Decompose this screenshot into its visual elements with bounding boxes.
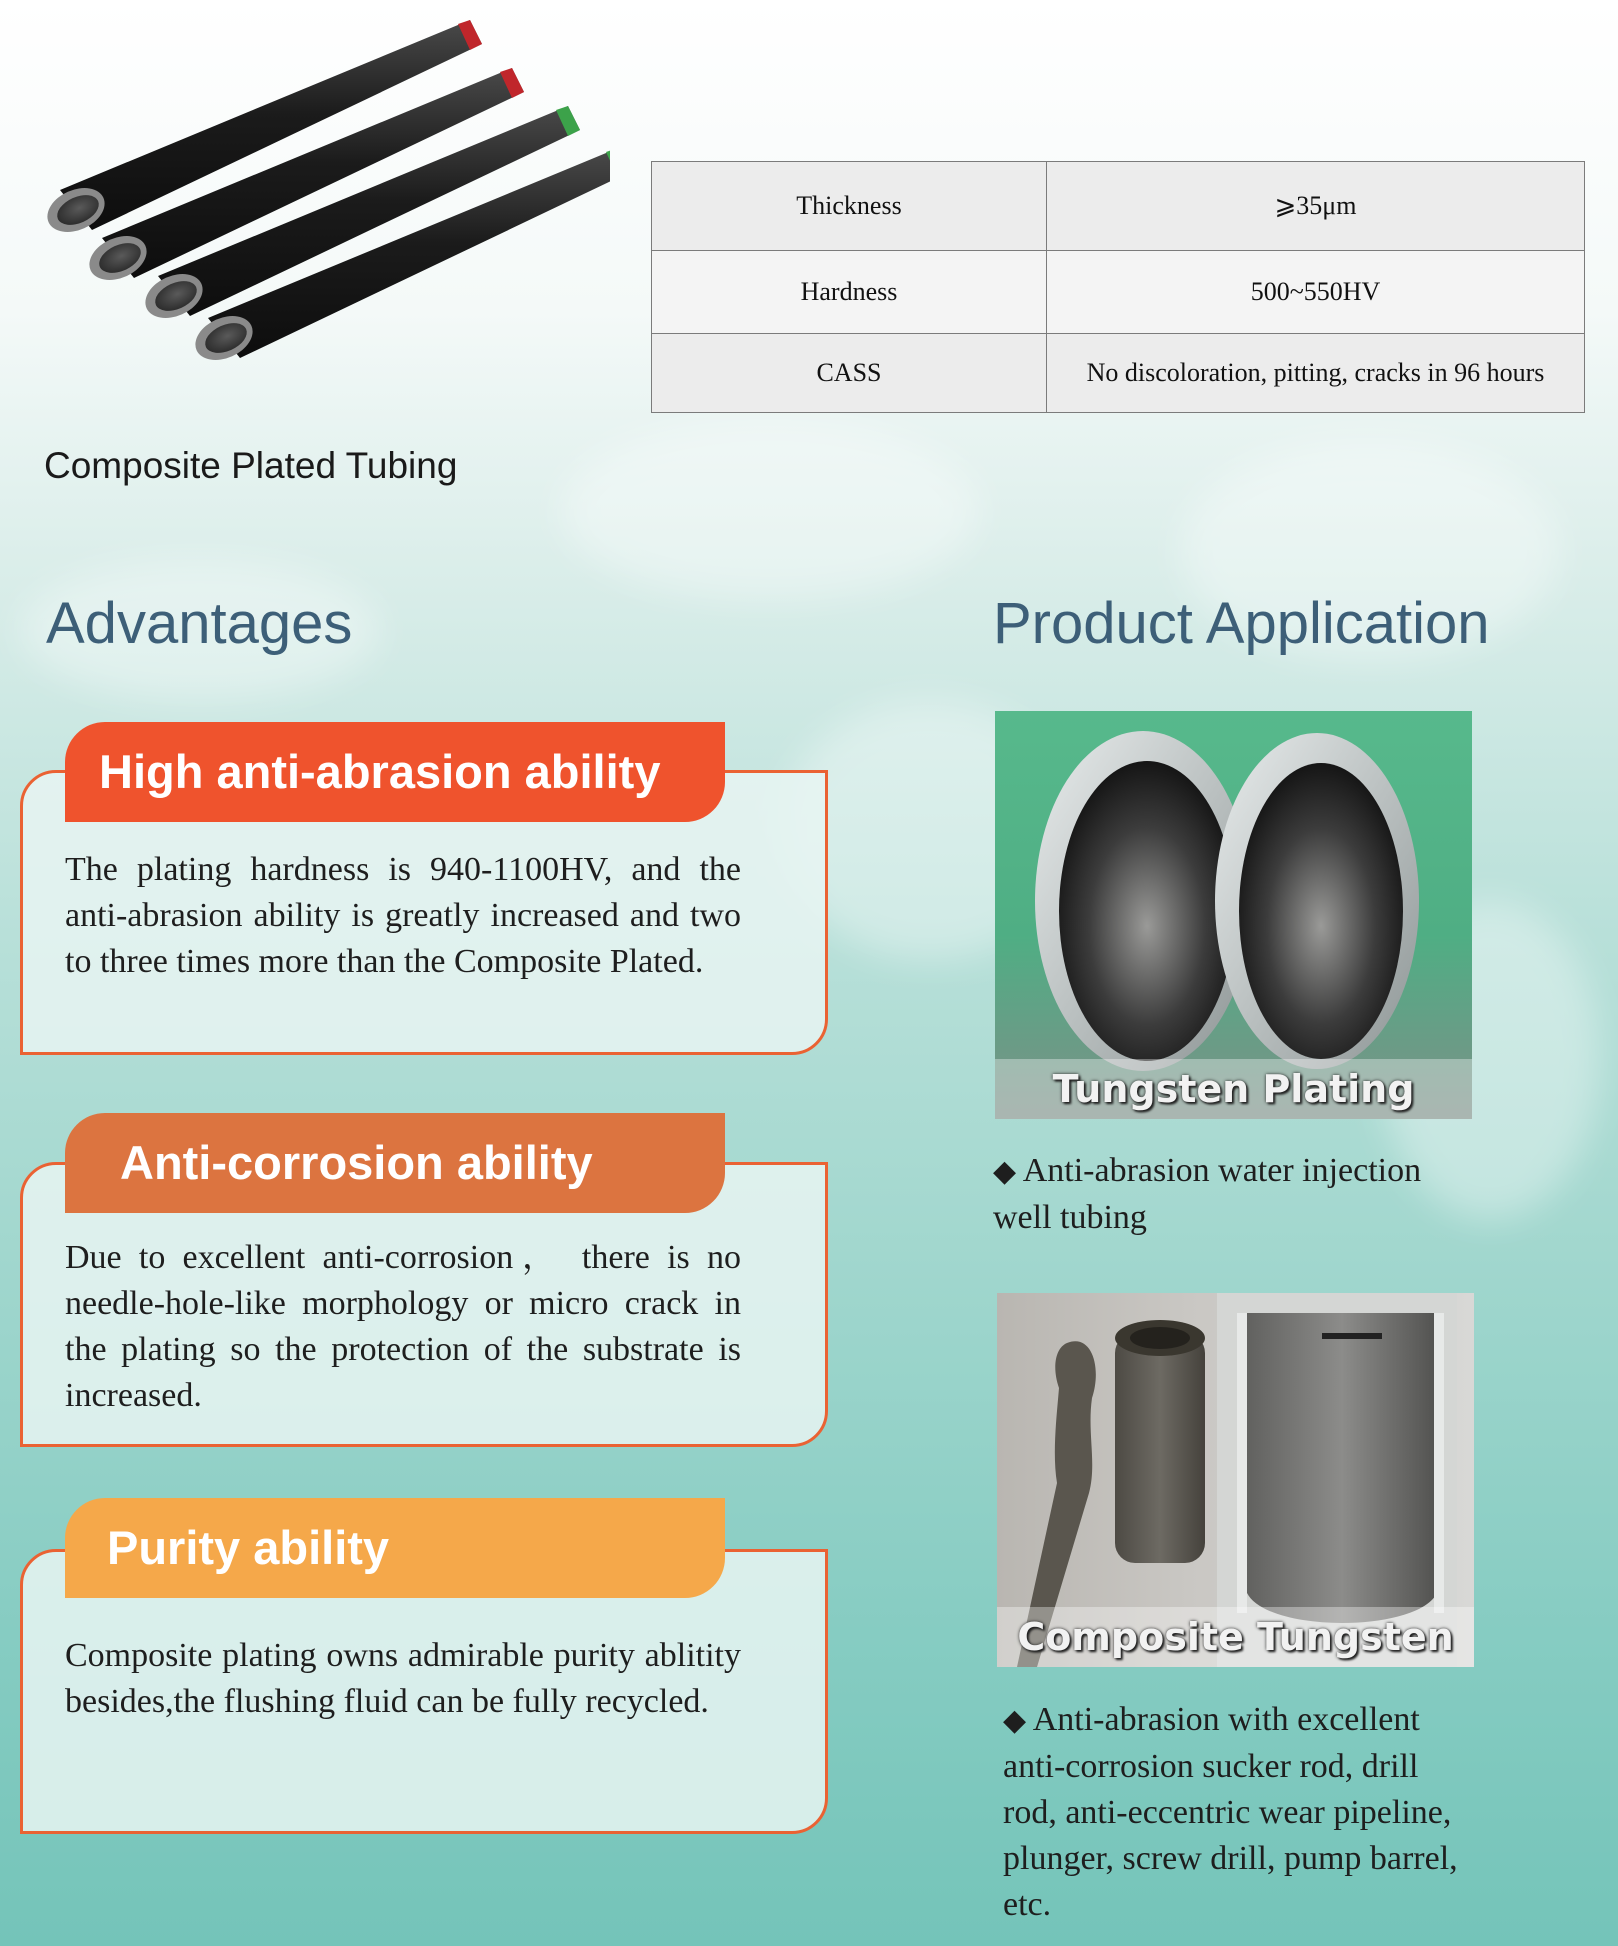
application-text: Anti-abrasion with excellent anti-corrosion sucker rod, drill rod, anti-eccentric wear pipeline, plunger, screw drill, pump barrel, etc. bbox=[1003, 1701, 1458, 1923]
table-row bbox=[652, 334, 1585, 413]
spec-value: No discoloration, pitting, cracks in 96 hours bbox=[1047, 334, 1585, 413]
spec-value: 500~550HV bbox=[1047, 251, 1585, 334]
table-row bbox=[652, 251, 1585, 334]
advantage-heading: Anti-corrosion ability bbox=[65, 1113, 725, 1213]
spec-label: Hardness bbox=[652, 251, 1047, 334]
spec-table bbox=[651, 161, 1585, 413]
photo-label: Tungsten Plating bbox=[995, 1059, 1472, 1119]
spec-label: CASS bbox=[652, 334, 1047, 413]
product-caption: Composite Plated Tubing bbox=[44, 445, 458, 486]
advantage-text: The plating hardness is 940-1100HV, and the anti-abrasion ability is greatly increased and two to three times more than the Composite Plated. bbox=[65, 851, 741, 980]
composite-tungsten-plating-photo bbox=[997, 1293, 1474, 1667]
pipe-ends-illustration bbox=[995, 711, 1472, 1119]
diamond-bullet-icon: ◆ bbox=[1003, 1704, 1027, 1737]
plated-tubing-photo bbox=[30, 10, 610, 420]
application-item bbox=[1003, 1697, 1469, 1928]
tungsten-plating-photo bbox=[995, 711, 1472, 1119]
advantage-heading: High anti-abrasion ability bbox=[65, 722, 725, 822]
application-item bbox=[993, 1148, 1483, 1241]
photo-label: Composite Tungsten bbox=[997, 1607, 1474, 1667]
application-title: Product Application bbox=[993, 591, 1490, 656]
diamond-bullet-icon: ◆ bbox=[993, 1155, 1017, 1188]
advantages-title: Advantages bbox=[46, 591, 353, 656]
background-map-shape bbox=[560, 420, 980, 600]
table-row bbox=[652, 162, 1585, 251]
advantage-heading: Purity ability bbox=[65, 1498, 725, 1598]
spec-label: Thickness bbox=[652, 162, 1047, 251]
advantage-text: Composite plating owns admirable purity ablitity besides,the flushing fluid can be fully recycled. bbox=[65, 1637, 741, 1720]
advantage-text: Due to excellent anti-corrosion， there is no needle-hole-like morphology or micro crack in the plating so the protection of the substrate is increased. bbox=[65, 1239, 741, 1414]
spec-value: ⩾35μm bbox=[1047, 162, 1585, 251]
application-text: Anti-abrasion water injection well tubing bbox=[993, 1152, 1422, 1236]
